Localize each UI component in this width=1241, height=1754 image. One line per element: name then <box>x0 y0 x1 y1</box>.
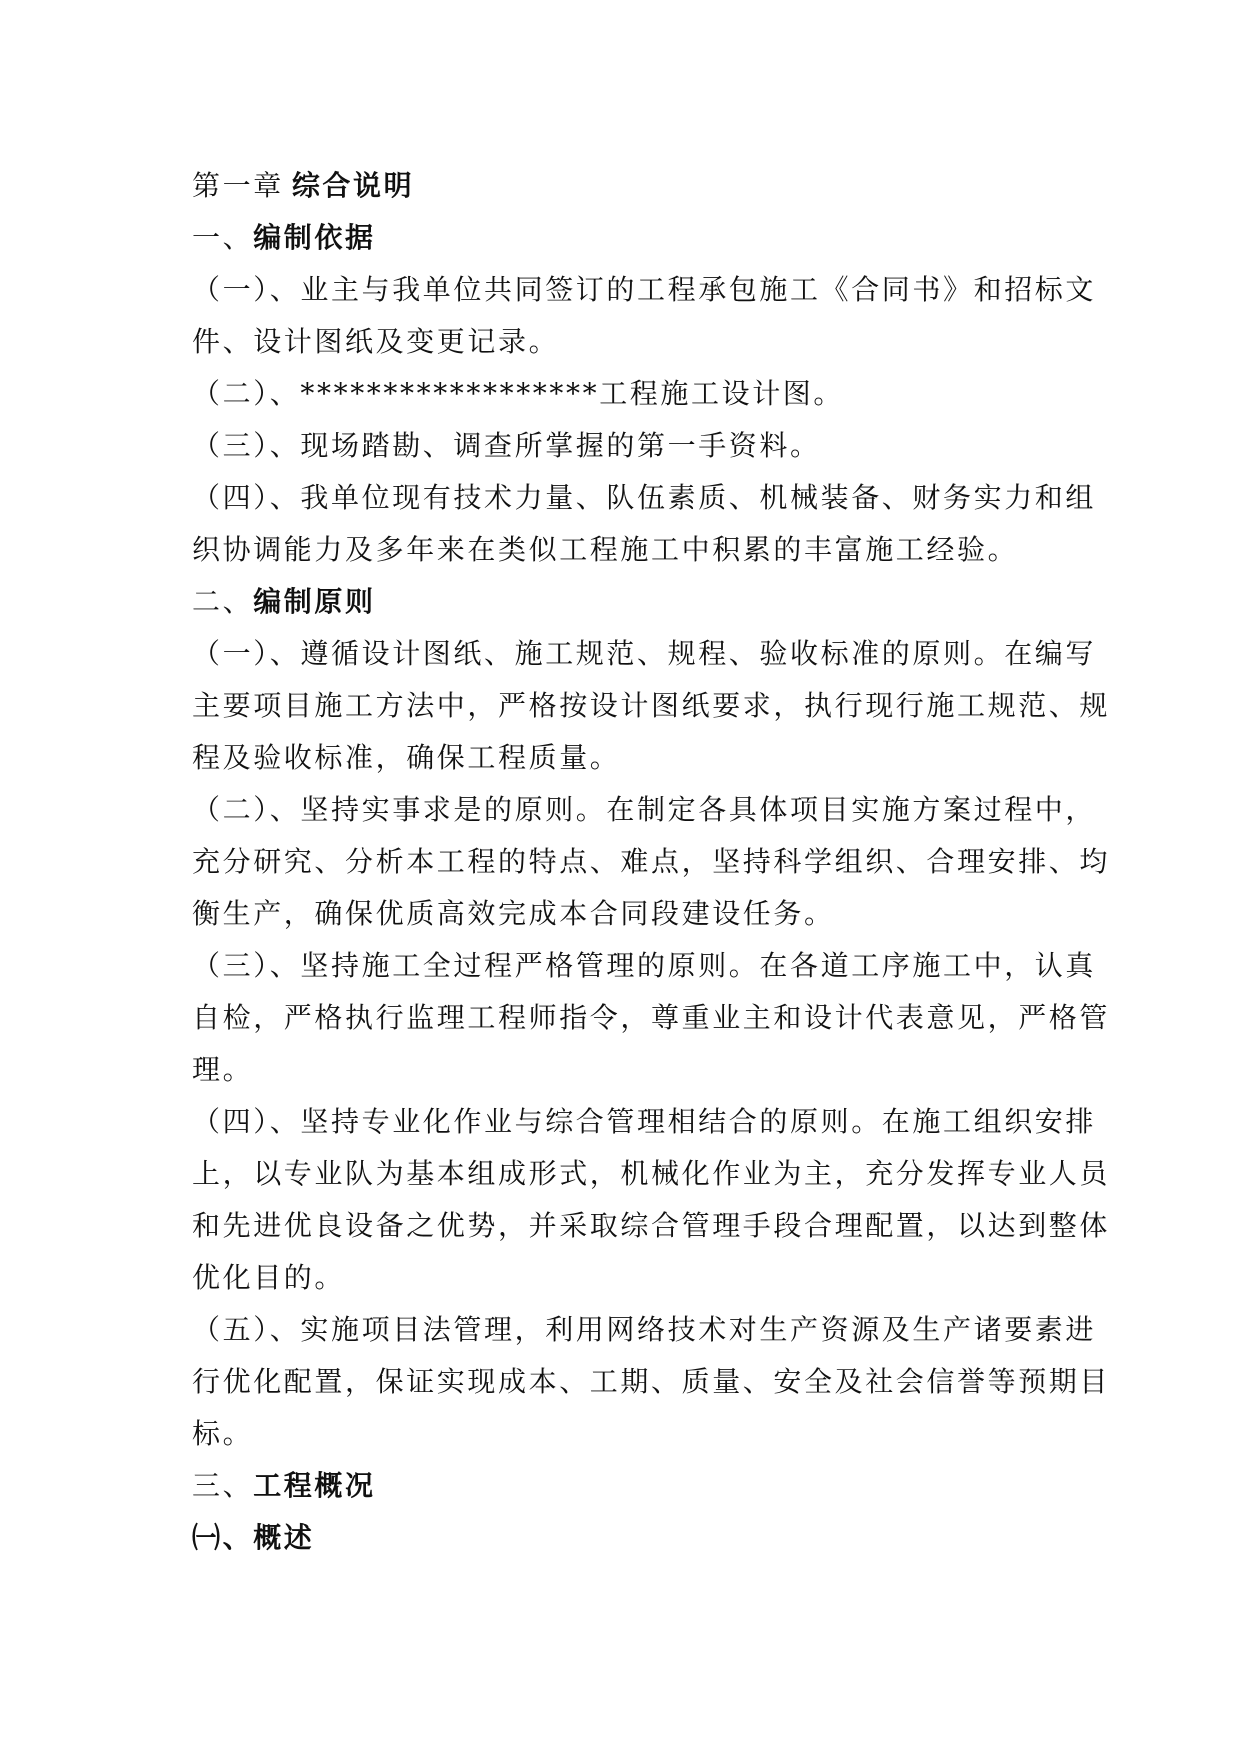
paragraph-line: 衡生产，确保优质高效完成本合同段建设任务。 <box>192 897 835 930</box>
paragraph-line: 件、设计图纸及变更记录。 <box>192 325 560 358</box>
paragraph-line: （一）、遵循设计图纸、施工规范、规程、验收标准的原则。在编写 <box>192 637 1097 670</box>
paragraph-line: （三）、坚持施工全过程严格管理的原则。在各道工序施工中，认真 <box>192 949 1097 982</box>
paragraph-line: （五）、实施项目法管理，利用网络技术对生产资源及生产诸要素进 <box>192 1313 1097 1346</box>
paragraph-line: （二）、坚持实事求是的原则。在制定各具体项目实施方案过程中， <box>192 793 1097 826</box>
paragraph-line: （四）、我单位现有技术力量、队伍素质、机械装备、财务实力和组 <box>192 481 1097 514</box>
paragraph-line: 理。 <box>192 1053 254 1086</box>
paragraph-line: 上，以专业队为基本组成形式，机械化作业为主，充分发挥专业人员 <box>192 1157 1111 1190</box>
paragraph-line: 主要项目施工方法中，严格按设计图纸要求，执行现行施工规范、规 <box>192 689 1111 722</box>
section-title: 工程概况 <box>253 1469 376 1502</box>
paragraph-line: （一）、业主与我单位共同签订的工程承包施工《合同书》和招标文 <box>192 273 1097 306</box>
paragraph-line: 标。 <box>192 1417 254 1450</box>
section-heading <box>192 212 1058 264</box>
subsection-heading: ㈠、概述 <box>192 1521 315 1554</box>
paragraph-line: （三）、现场踏勘、调查所掌握的第一手资料。 <box>192 429 821 462</box>
paragraph-line: 程及验收标准，确保工程质量。 <box>192 741 621 774</box>
chapter-number: 第一章 <box>192 169 284 202</box>
document-page <box>192 160 1111 1564</box>
section-number: 一、 <box>192 221 254 254</box>
section-title: 编制依据 <box>253 221 376 254</box>
chapter-heading <box>192 160 1058 212</box>
section-title: 编制原则 <box>253 585 376 618</box>
paragraph-line: 自检，严格执行监理工程师指令，尊重业主和设计代表意见，严格管 <box>192 1001 1111 1034</box>
paragraph-line: （二）、******************工程施工设计图。 <box>192 377 845 410</box>
paragraph-line: 和先进优良设备之优势，并采取综合管理手段合理配置，以达到整体 <box>192 1209 1111 1242</box>
paragraph-line: 行优化配置，保证实现成本、工期、质量、安全及社会信誉等预期目 <box>192 1365 1111 1398</box>
section-number: 二、 <box>192 585 254 618</box>
section-number: 三、 <box>192 1469 254 1502</box>
paragraph-line: 优化目的。 <box>192 1261 346 1294</box>
paragraph-line: 织协调能力及多年来在类似工程施工中积累的丰富施工经验。 <box>192 533 1019 566</box>
section-heading <box>192 1460 1058 1512</box>
paragraph-line: （四）、坚持专业化作业与综合管理相结合的原则。在施工组织安排 <box>192 1105 1097 1138</box>
chapter-title: 综合说明 <box>291 169 415 202</box>
paragraph-line: 充分研究、分析本工程的特点、难点，坚持科学组织、合理安排、均 <box>192 845 1111 878</box>
section-heading <box>192 576 1058 628</box>
